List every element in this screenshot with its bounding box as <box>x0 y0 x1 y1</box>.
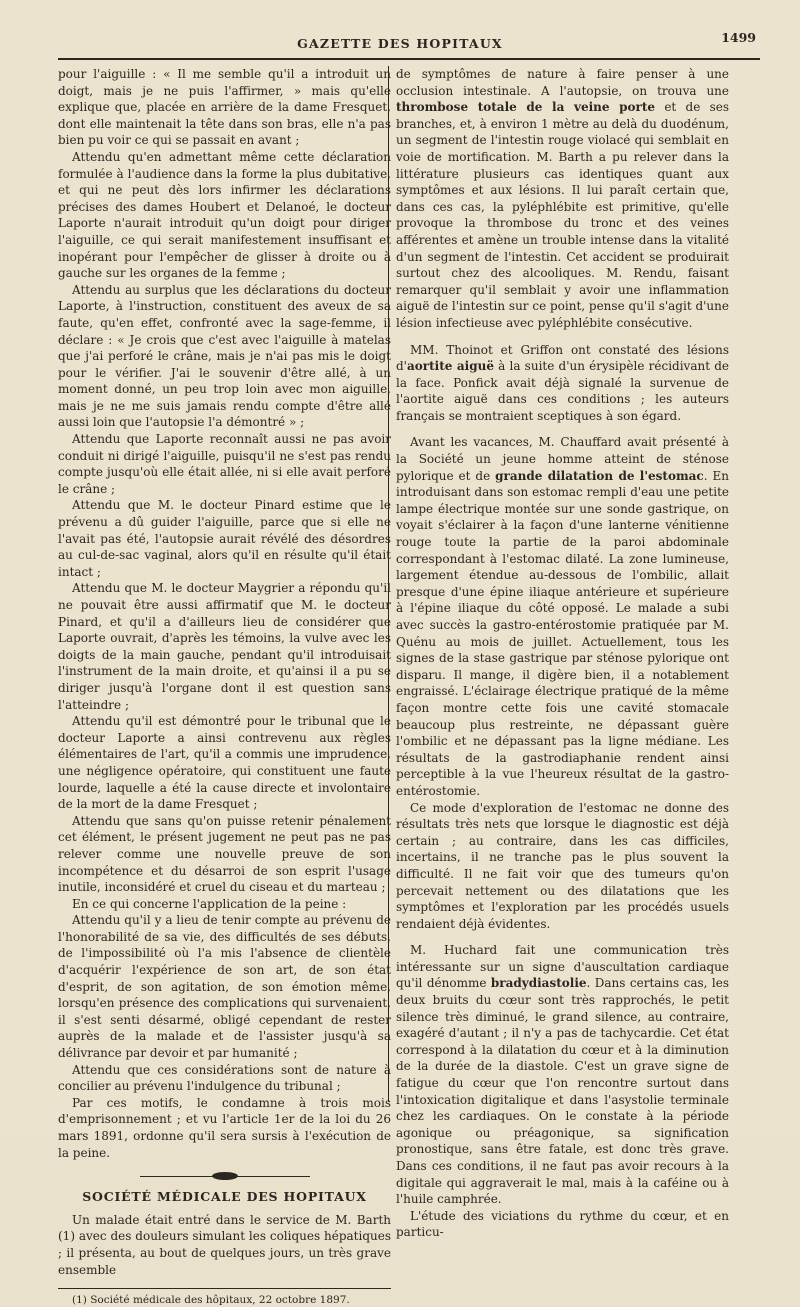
section-title: SOCIÉTÉ MÉDICALE DES HOPITAUX <box>82 1189 367 1205</box>
paragraph: pour l'aiguille : « Il me semble qu'il a introduit un doigt, mais je ne puis l'affirmer, » mais qu'elle explique que, placée en arrière de la dame Fresquet, dont elle maintenait la tête dans son bras, elle n'a pas bien pu voir ce qui se passait en avant ; <box>58 67 391 148</box>
paragraph: En ce qui concerne l'application de la peine : <box>72 896 347 911</box>
paragraph: L'étude des viciations du rythme du cœur, et en particu- <box>396 1208 729 1240</box>
footnote: (1) Société médicale des hôpitaux, 22 octobre 1897. <box>72 1294 350 1307</box>
paragraph: Attendu que M. le docteur Maygrier a répondu qu'il ne pouvait être aussi affirmatif que M. le docteur Pinard, et qu'il a d'ailleurs lieu de considérer que Laporte ouvrait, d'après les témoins, la vulve avec les doigts de la main gauche, pendant qu'il introduisait l'instrument de la main droite, et qu'ainsi il a pu se diriger jusqu'à l'organe dont il est question sans l'atteindre ; <box>58 581 391 712</box>
emphasis: aortite aiguë <box>406 359 494 374</box>
paragraph <box>396 434 729 799</box>
paragraph <box>396 66 729 332</box>
paragraph <box>396 342 729 425</box>
paragraph: Attendu qu'il y a lieu de tenir compte au prévenu de l'honorabilité de sa vie, des difficultés de ses débuts, de l'impossibilité où l'a mis l'absence de clientèle d'acquérir l'expérience de son art, de son état d'esprit, de son agitation, de son émotion même, lorsqu'en présence des complications qui survenaient, il s'est senti désarmé, obligé cependant de rester auprès de la malade et de l'assister jusqu'à sa délivrance par devoir et par humanité ; <box>58 913 391 1061</box>
paragraph: Attendu au surplus que les déclarations du docteur Laporte, à l'instruction, constituent des aveux de sa faute, qu'en effet, confronté avec la sage-femme, il déclare : « Je crois que c'est avec l'aiguille à matelas que j'ai perforé le crâne, mais je n'ai pas mis le doigt pour le vérifier. J'ai le souvenir d'être allé, à un moment donné, un peu trop loin avec mon aiguille, mais je ne me suis jamais rendu compte d'être allé aussi loin que l'autopsie l'a démontré » ; <box>58 282 391 430</box>
paragraph <box>396 942 729 1208</box>
emphasis: thrombose totale de la veine porte <box>396 100 656 115</box>
footnote-rule <box>58 1288 391 1289</box>
emphasis: grande dilatation de l'estomac <box>495 468 704 483</box>
emphasis: bradydiastolie <box>490 976 587 991</box>
page-number: 1499 <box>721 30 756 45</box>
text-run: . Dans certains cas, les deux bruits du cœur sont très rapprochés, le petit silence très diminué, le grand silence, au contraire, exagéré d'autant ; il n'y a pas de tachycardie. Cet état correspond à la dilatation du cœur et à la diminution de la durée de la diastole. C'est un grave signe de fatigue du cœur que l'on rencontre surtout dans l'intoxication digitalique et dans l'asystolie terminale chez les cardiaques. On le constate à la période agonique ou préagonique, sa signification pronostique, sans être fatale, est donc très grave. Dans ces conditions, il ne faut pas avoir recours à la digitale qui aggraverait le mal, mais à la caféine ou à l'huile camphrée. <box>396 976 729 1207</box>
left-column <box>58 66 391 1307</box>
paragraph: Attendu que Laporte reconnaît aussi ne pas avoir conduit ni dirigé l'aiguille, puisqu'il ne s'est pas rendu compte jusqu'où elle était allée, ni si elle avait perforé le crâne ; <box>58 432 391 496</box>
paragraph: Attendu que sans qu'on puisse retenir pénalement cet élément, le présent jugement ne peut pas ne pas relever comme une nouvelle preuve de son incompétence et du désarroi de son esprit l'usage inutile, inconsidéré et cruel du ciseau et du marteau ; <box>58 813 391 895</box>
paragraph: Par ces motifs, le condamne à trois mois d'emprisonnement ; et vu l'article 1er de la loi du 26 mars 1891, ordonne qu'il sera sursis à l'exécution de la peine. <box>58 1095 391 1160</box>
paragraph: Attendu qu'il est démontré pour le tribunal que le docteur Laporte a ainsi contrevenu aux règles élémentaires de l'art, qu'il a commis une imprudence, une négligence opératoire, qui constituent une faute lourde, laquelle a été la cause directe et involontaire de la mort de la dame Fresquet ; <box>58 714 391 812</box>
paragraph: Un malade était entré dans le service de M. Barth (1) avec des douleurs simulant les coliques hépatiques ; il présenta, au bout de quelques jours, un très grave ensemble <box>58 1212 391 1277</box>
text-run: M. Huchard fait une communication très intéressante sur un signe d'auscultation cardiaque qu'il dénomme <box>396 943 729 991</box>
journal-title: GAZETTE DES HOPITAUX <box>297 36 503 51</box>
section-ornament <box>140 1173 310 1181</box>
text-run: à la suite d'un érysipèle récidivant de la face. Ponfick avait déjà signalé la survenue de l'aortite aiguë dans ces conditions ; les auteurs français se montraient sceptiques à son égard. <box>396 359 729 423</box>
paragraph: Attendu qu'en admettant même cette déclaration formulée à l'audience dans la forme la plus dubitative, et qui ne peut dès lors infirmer les déclarations précises des dames Houbert et Delanoé, le docteur Laporte n'aurait introduit qu'un doigt pour diriger l'aiguille, ce qui serait manifestement insuffisant et inopérant pour l'empêcher de glisser à droite ou à gauche sur les organes de la femme ; <box>58 149 391 281</box>
text-run: de symptômes de nature à faire penser à une occlusion intestinale. A l'autopsie, on trouva une <box>396 67 729 98</box>
paragraph: Attendu que ces considérations sont de nature à concilier au prévenu l'indulgence du tribunal ; <box>58 1062 391 1094</box>
paragraph: Ce mode d'exploration de l'estomac ne donne des résultats très nets que lorsque le diagnostic est déjà certain ; au contraire, dans les cas difficiles, incertains, il ne tranche pas le plus souvent la difficulté. Il ne fait voir que des tumeurs qu'on percevait nettement ou des dilatations que les symptômes et l'exploration par les procédés usuels rendaient déjà évidentes. <box>396 800 729 931</box>
right-column <box>396 66 729 1241</box>
paragraph: Attendu que M. le docteur Pinard estime que le prévenu a dû guider l'aiguille, parce que si elle ne l'avait pas été, l'autopsie aurait révélé des désordres au cul-de-sac vaginal, alors qu'il en résulte qu'il était intact ; <box>58 498 391 579</box>
header-rule <box>58 58 760 60</box>
column-divider <box>388 66 389 1102</box>
text-run: MM. Thoinot et Griffon ont constaté des lésions d' <box>396 342 729 374</box>
text-run: Avant les vacances, M. Chauffard avait présenté à la Société un jeune homme atteint de sténose pylorique et de <box>396 435 729 483</box>
text-run: et de ses branches, et, à environ 1 mètre au delà du duodénum, un segment de l'intestin rouge violacé qui semblait en voie de mortification. M. Barth a pu relever dans la littérature plusieurs cas identiques quant aux symptômes et aux lésions. Il lui paraît certain que, dans ces cas, la pyléphlébite est primitive, qu'elle provoque la thrombose du tronc et des veines afférentes et amène un trouble intense dans la vitalité d'un segment de l'intestin. Cet accident se produirait surtout chez des alcooliques. M. Rendu, faisant remarquer qu'il semblait y avoir une inflammation aiguë de l'intestin sur ce point, pense qu'il s'agit d'une lésion infectieuse avec pyléphlébite consécutive. <box>396 100 729 330</box>
text-run: . En introduisant dans son estomac rempli d'eau une petite lampe électrique montée sur une sonde gastrique, on voyait s'éclairer à la façon d'une lanterne vénitienne rouge toute la partie de la paroi abdominale correspondant à l'estomac dilaté. La zone lumineuse, largement étendue au-dessous de l'ombilic, allait presque d'une épine iliaque antérieure et supérieure à l'épine iliaque du côté opposé. Le malade a subi avec succès la gastro-entérostomie pratiquée par M. Quénu au mois de juillet. Actuellement, tous les signes de la stase gastrique par sténose pylorique ont disparu. Il mange, il digère bien, il a notablement engraissé. L'éclairage électrique pratiqué de la même façon montre cette fois une cavité stomacale beaucoup plus restreinte, ne dépassant guère l'ombilic et ne dépassant pas la ligne médiane. Les résultats de la gastrodiaphanie rendent ainsi perceptible à la vue l'heureux résultat de la gastro-entérostomie. <box>396 468 729 798</box>
